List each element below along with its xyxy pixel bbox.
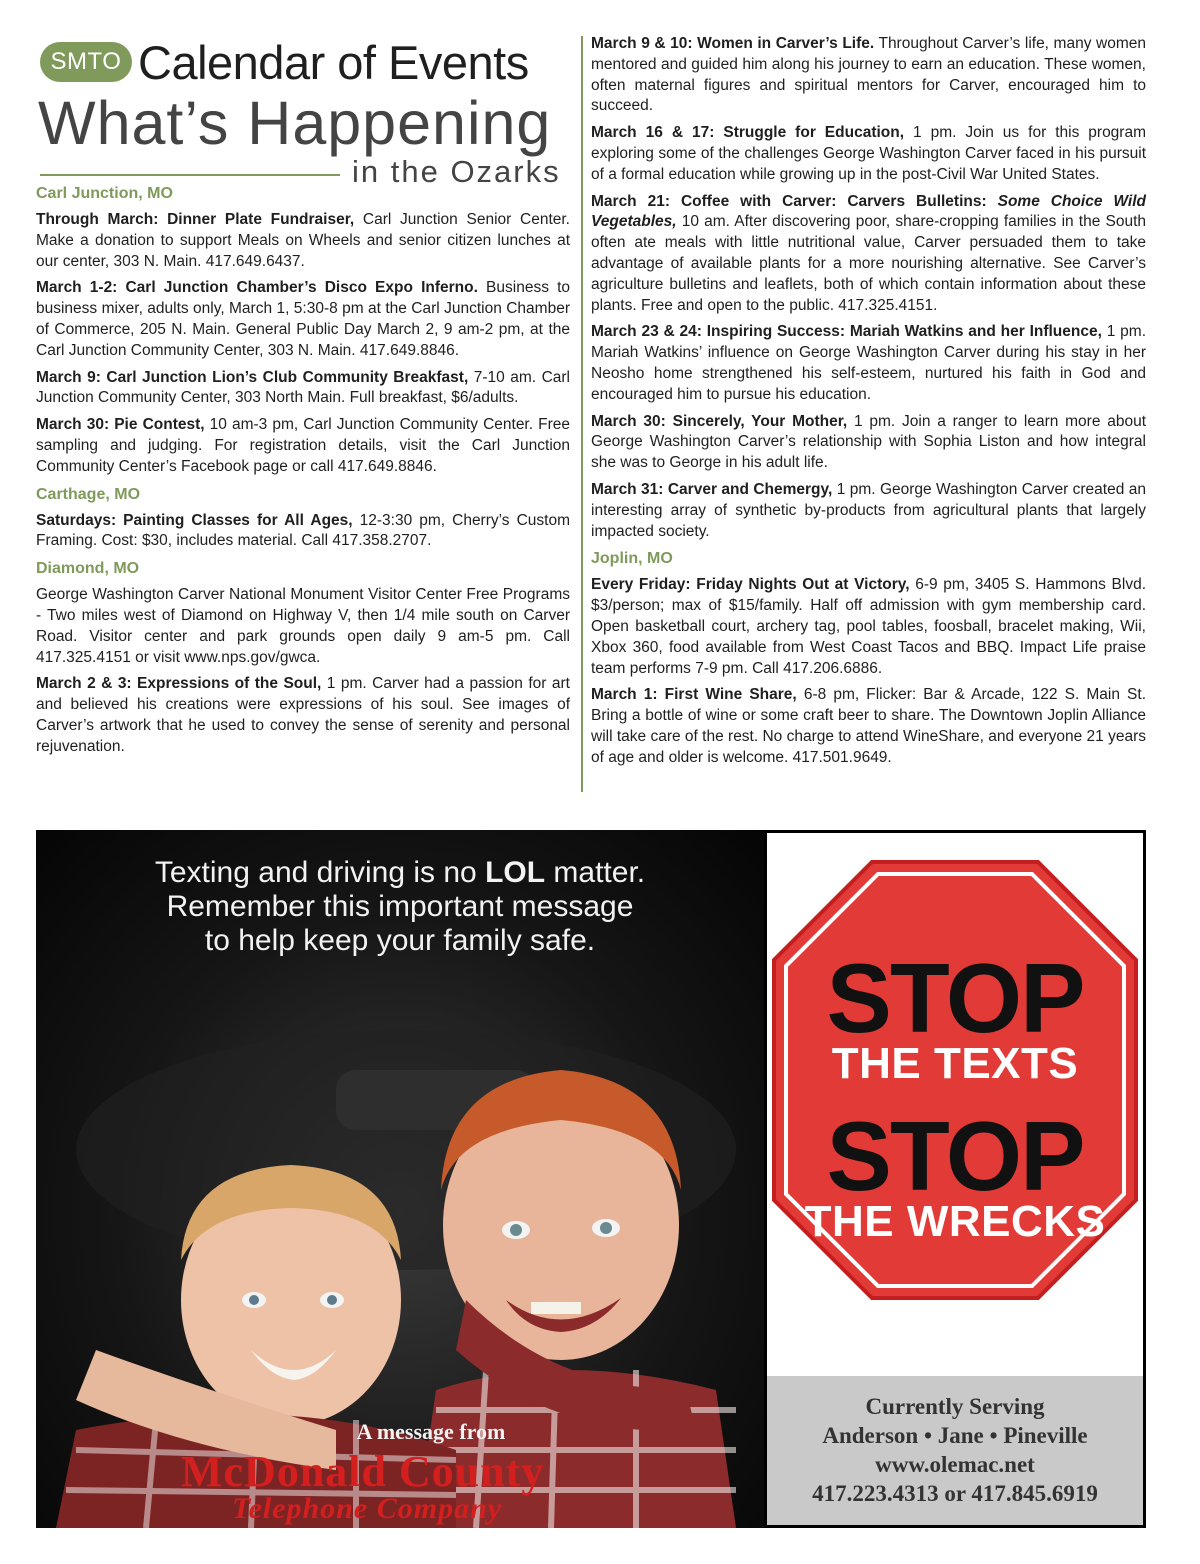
company-logo-subtitle: Telephone Company bbox=[232, 1492, 503, 1525]
section-heading-joplin: Joplin, MO bbox=[591, 550, 673, 568]
event-item: Every Friday: Friday Nights Out at Victory, 6-9 pm, 3405 S. Hammons Blvd. $3/person; max of $15/family. Half off admission with gym membership card. Open basketball court, archery tag, pool tables, foosball, bracelet making, Wii, Xbox 360, food available from West Coast Tacos and BBQ. Impact Life praise team performs 7-9 pm. Call 417.206.6886. bbox=[591, 576, 1147, 677]
the-texts-label: THE TEXTS bbox=[831, 1039, 1079, 1088]
stop-text-1: STOP bbox=[826, 943, 1084, 1053]
section-heading-carl-junction: Carl Junction, MO bbox=[36, 185, 173, 202]
page-title: Calendar of Events bbox=[138, 36, 529, 89]
event-item: March 16 & 17: Struggle for Education, 1 pm. Join us for this program exploring some of the challenges George Washington Carver faced in his pursuit of a formal education while growing up in the post-Civil War United States. bbox=[591, 124, 1146, 183]
event-item: March 30: Pie Contest, 10 am-3 pm, Carl Junction Community Center. Free sampling and judging. For registration details, visit the Carl Junction Community Center’s Facebook page or call 417.649.8846. bbox=[36, 416, 570, 475]
left-column bbox=[36, 178, 570, 764]
event-item: March 31: Carver and Chemergy, 1 pm. George Washington Carver created an interesting array of synthetic by-products from agricultural plants that largely impacted society. bbox=[591, 480, 1146, 540]
ad-headline: Texting and driving is no LOL matter. Remember this important message to help keep your family safe. bbox=[154, 856, 646, 957]
advertisement bbox=[36, 830, 1146, 1528]
serving-box bbox=[767, 1376, 1143, 1525]
masthead bbox=[36, 34, 576, 189]
column-divider bbox=[581, 36, 583, 792]
event-item: March 21: Coffee with Carver: Carvers Bulletins: Some Choice Wild Vegetables, 10 am. After discovering poor, share-cropping families in the South often ate meals with little nutritional value, Carver persuaded them to take advantage of available plants for a more nourishing alternative. See Carver’s agriculture bulletins and leaflets, both of which contain information about these plants. Free and open to the public. 417.325.4151. bbox=[591, 192, 1146, 314]
company-logo-name: McDonald County bbox=[181, 1447, 545, 1496]
title-rule bbox=[40, 174, 340, 176]
diamond-intro: George Washington Carver National Monument Visitor Center Free Programs - Two miles west of Diamond on Highway V, then 1/4 mile south on Carver Road. Visitor center and park grounds open daily 9 am-5 pm. Call 417.325.4151 or visit www.nps.gov/gwca. bbox=[36, 586, 570, 666]
event-item: Saturdays: Painting Classes for All Ages, 12-3:30 pm, Cherry’s Custom Framing. Cost: $30, includes material. Call 417.358.2707. bbox=[36, 511, 570, 550]
message-from-label: A message from bbox=[356, 1419, 506, 1444]
section-heading-diamond: Diamond, MO bbox=[36, 560, 140, 578]
serving-label: Currently Serving bbox=[865, 1394, 1045, 1419]
phone-numbers: 417.223.4313 or 417.845.6919 bbox=[812, 1481, 1098, 1506]
right-column bbox=[591, 34, 1146, 775]
the-wrecks-label: THE WRECKS bbox=[804, 1197, 1106, 1246]
website-link[interactable]: www.olemac.net bbox=[875, 1452, 1035, 1477]
event-item: Through March: Dinner Plate Fundraiser, Carl Junction Senior Center. Make a donation to support Meals on Wheels and senior citizen lunches at our center, 303 N. Main. 417.649.6437. bbox=[36, 211, 570, 270]
stop-sign-panel bbox=[764, 830, 1146, 1528]
event-item: March 23 & 24: Inspiring Success: Mariah Watkins and her Influence, 1 pm. Mariah Watkins’ influence on George Washington Carver during his stay in her Neosho home strengthened his self-esteem, nurtured his faith in God and encouraged him to pursue his education. bbox=[591, 323, 1146, 403]
serving-towns: Anderson • Jane • Pineville bbox=[822, 1423, 1088, 1448]
page-tagline: in the Ozarks bbox=[352, 154, 561, 189]
section-heading-carthage: Carthage, MO bbox=[36, 485, 141, 503]
event-item: March 9 & 10: Women in Carver’s Life. Throughout Carver’s life, many women mentored and guided him along his journey to earn an education. These women, often maternal figures and spiritual mentors for Carver, encouraged him to succeed. bbox=[591, 35, 1146, 115]
event-item: March 30: Sincerely, Your Mother, 1 pm. Join a ranger to learn more about George Washington Carver’s relationship with Sophia Liston and how integral she was to George in his adult life. bbox=[591, 412, 1147, 472]
event-item: March 1-2: Carl Junction Chamber’s Disco Expo Inferno. Business to business mixer, adults only, March 1, 5:30-8 pm at the Carl Junction Chamber of Commerce, 205 N. Main. General Public Day March 2, 9 am-2 pm, at the Carl Junction Community Center, 303 N. Main. 417.649.8846. bbox=[36, 279, 571, 359]
page-subtitle: What’s Happening bbox=[38, 89, 552, 157]
stop-text-2: STOP bbox=[826, 1101, 1084, 1211]
event-item: March 2 & 3: Expressions of the Soul, 1 pm. Carver had a passion for art and believed his creations were expressions of his soul. See images of Carver’s artwork that he used to convey the sense of serenity and personal rejuvenation. bbox=[36, 675, 570, 755]
smto-badge: SMTO bbox=[40, 42, 132, 82]
event-item: March 9: Carl Junction Lion’s Club Community Breakfast, 7-10 am. Carl Junction Community Center, 303 North Main. Full breakfast, $6/adults. bbox=[36, 368, 570, 407]
event-item: March 1: First Wine Share, 6-8 pm, Flicker: Bar & Arcade, 122 S. Main St. Bring a bottle of wine or some craft beer to share. The Downtown Joplin Alliance will take care of the rest. No charge to attend WineShare, and everyone 21 years of age and older is welcome. 417.501.9649. bbox=[591, 686, 1146, 766]
